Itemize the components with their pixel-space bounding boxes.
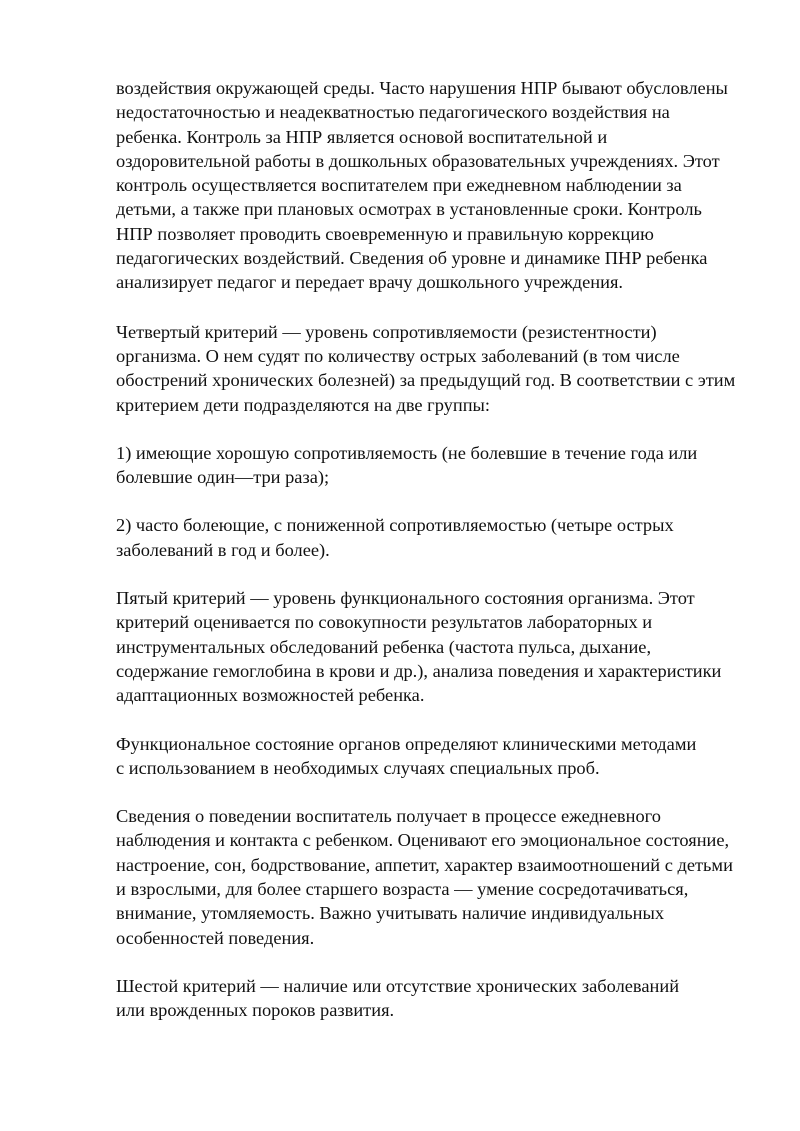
paragraph-sixth-criterion: Шестой критерий — наличие или отсутствие хронических заболеваний или врожденных пороков развития. [116, 975, 680, 1021]
document-page [116, 76, 752, 1047]
paragraph-group-one: 1) имеющие хорошую сопротивляемость (не болевшие в течение года или болевшие один—три раза); [116, 442, 698, 488]
paragraph-fifth-criterion: Пятый критерий — уровень функционального состояния организма. Этот критерий оценивается по совокупности результатов лабораторных и инструментальных обследований ребенка (частота пульса, дыхание, содержание гемоглобина в крови и др.), анализа поведения и характеристики адаптационных возможностей ребенка. [116, 588, 722, 706]
paragraph-group-two: 2) часто болеющие, с пониженной сопротивляемостью (четыре острых заболеваний в год и более). [116, 515, 674, 560]
paragraph-behavior-info: Сведения о поведении воспитатель получает в процессе ежедневного наблюдения и контакта с ребенком. Оценивают его эмоциональное состояние, настроение, сон, бодрствование, аппетит, характер взаимоотношений с детьми и взрослыми, для более старшего возраста — умение сосредотачиваться, внимание, утомляемость. Важно учитывать наличие индивидуальных особенностей поведения. [116, 806, 733, 948]
paragraph-continuation: воздействия окружающей среды. Часто нарушения НПР бывают обусловлены недостаточностью и неадекватностью педагогического воздействия на ребенка. Контроль за НПР является основой воспитательной и оздоровительной работы в дошкольных образовательных учреждениях. Этот контроль осуществляется воспитателем при ежедневном наблюдении за детьми, а также при плановых осмотрах в установленные сроки. Контроль НПР позволяет проводить своевременную и правильную коррекцию педагогических воздействий. Сведения об уровне и динамике ПНР ребенка анализирует педагог и передает врачу дошкольного учреждения. [116, 78, 728, 293]
paragraph-functional-state: Функциональное состояние органов определяют клиническими методами с использованием в необходимых случаях специальных проб. [116, 733, 697, 778]
paragraph-fourth-criterion: Четвертый критерий — уровень сопротивляемости (резистентности) организма. О нем судят по количеству острых заболеваний (в том числе обострений хронических болезней) за предыдущий год. В соответствии с этим критерием дети подразделяются на две группы: [116, 321, 736, 415]
